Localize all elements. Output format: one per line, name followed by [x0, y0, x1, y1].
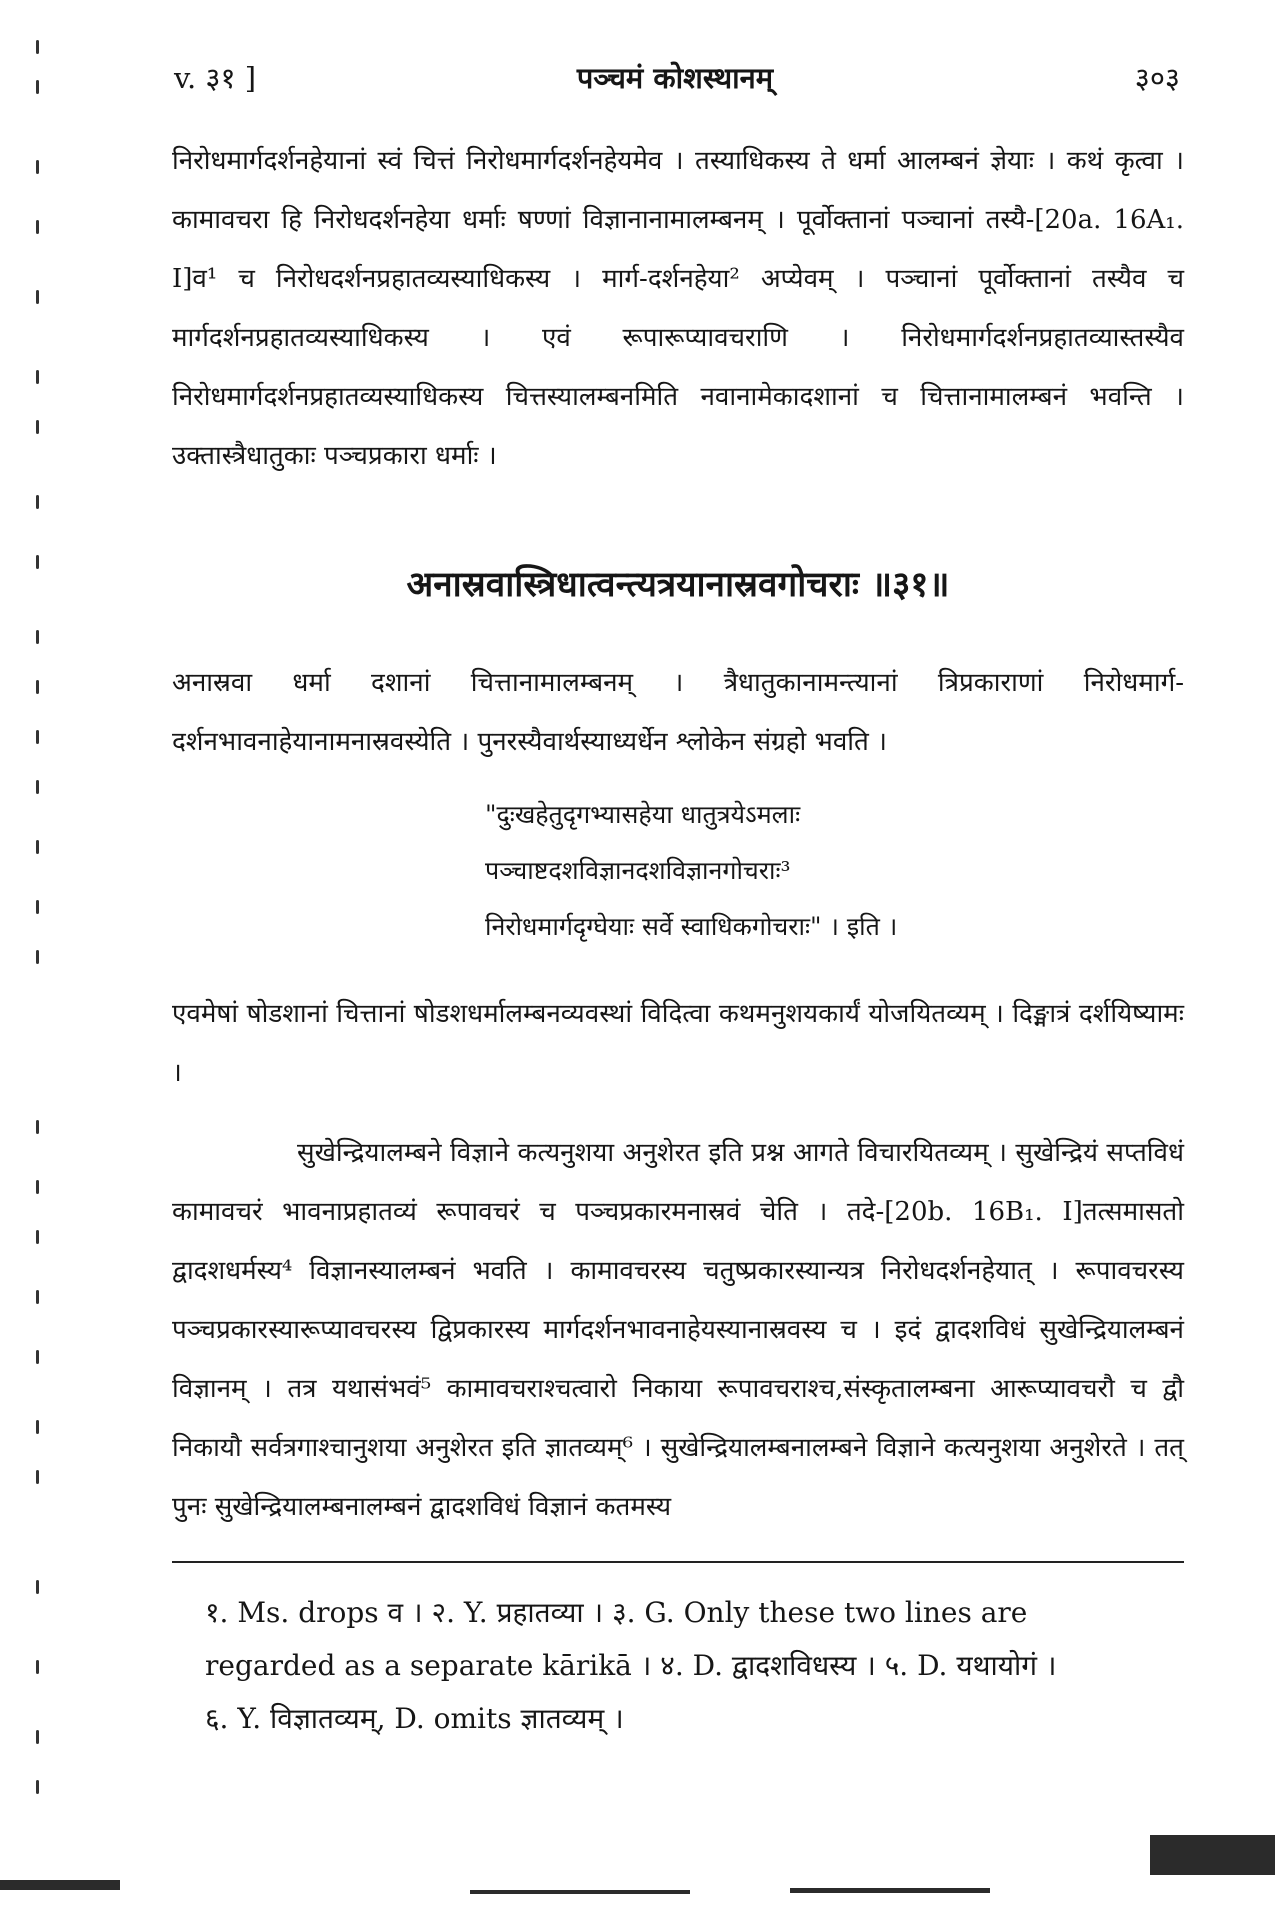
- karika-verse-31: अनास्रवास्त्रिधात्वन्त्यत्रयानास्रवगोचराः ॥३१॥: [406, 564, 950, 605]
- header-verse-reference: v. ३१ ]: [174, 61, 257, 95]
- header-chapter-title: पञ्चमं कोशस्थानम्: [576, 61, 774, 95]
- commentary-paragraph-1: निरोधमार्गदर्शनहेयानां स्वं चित्तं निरोधमार्गदर्शनहेयमेव । तस्याधिकस्य ते धर्मा आलम्बनं ज्ञेयाः । कथं कृत्वा । कामावचरा हि निरोधदर्शनहेया धर्माः षण्णां विज्ञानानामालम्बनम् । पूर्वोक्तानां पञ्चानां तस्यै-[20a. 16A₁. I]व¹ च निरोधदर्शनप्रहातव्यस्याधिकस्य । मार्ग-दर्शनहेया² अप्येवम् । पञ्चानां पूर्वोक्तानां तस्यैव च मार्गदर्शनप्रहातव्यस्याधिकस्य । एवं रूपारूप्यावचराणि । निरोधमार्गदर्शनप्रहातव्यास्तस्यैव निरोधमार्गदर्शनप्रहातव्यस्याधिकस्य चित्तस्यालम्बनमिति नवानामेकादशानां च चित्तानामालम्बनं भवन्ति । उक्तास्त्रैधातुकाः पञ्चप्रकारा धर्माः ।: [172, 146, 1184, 471]
- scan-edge-mark-left: [0, 1880, 120, 1890]
- commentary-paragraph-3: एवमेषां षोडशानां चित्तानां षोडशधर्मालम्बनव्यवस्थां विदित्वा कथमनुशयकार्यं योजयितव्यम् । दिङ्मात्रं दर्शयिष्यामः ।: [172, 999, 1184, 1088]
- quoted-verse: [485, 787, 897, 955]
- footnote-line-2: regarded as a separate kārikā । ४. D. द्वादशविधस्य । ५. D. यथायोगं ।: [205, 1649, 1057, 1682]
- scan-corner-shadow: [1150, 1835, 1275, 1875]
- binding-edge-marks: [36, 40, 44, 1820]
- verse-line-1: "दुःखहेतुदृगभ्यासहेया धातुत्रयेऽमलाः: [485, 800, 801, 829]
- footnote-divider: [172, 1561, 1184, 1563]
- footnote-line-3: ६. Y. विज्ञातव्यम्, D. omits ज्ञातव्यम् ।: [205, 1702, 624, 1735]
- commentary-paragraph-2: अनास्रवा धर्मा दशानां चित्तानामालम्बनम् । त्रैधातुकानामन्त्यानां त्रिप्रकाराणां निरोधमार्ग-दर्शनभावनाहेयानामनास्रवस्येति । पुनरस्यैवार्थस्याध्यर्धेन श्लोकेन संग्रहो भवति ।: [172, 668, 1184, 757]
- scan-edge-mark-middle: [470, 1890, 690, 1894]
- footnote-line-1: १. Ms. drops व । २. Y. प्रहातव्या । ३. G. Only these two lines are: [205, 1596, 1028, 1629]
- page-number: ३०३: [1134, 61, 1180, 95]
- running-header: [170, 58, 1180, 108]
- commentary-paragraph-4: सुखेन्द्रियालम्बने विज्ञाने कत्यनुशया अनुशेरत इति प्रश्न आगते विचारयितव्यम् । सुखेन्द्रियं सप्तविधं कामावचरं भावनाप्रहातव्यं रूपावचरं च पञ्चप्रकारमनास्रवं चेति । तदे-[20b. 16B₁. I]तत्समासतो द्वादशधर्मस्य⁴ विज्ञानस्यालम्बनं भवति । कामावचरस्य चतुष्प्रकारस्यान्यत्र निरोधदर्शनहेयात् । रूपावचरस्य पञ्चप्रकारस्यारूप्यावचरस्य द्विप्रकारस्य मार्गदर्शनभावनाहेयस्यानास्रवस्य च । इदं द्वादशविधं सुखेन्द्रियालम्बनं विज्ञानम् । तत्र यथासंभवं⁵ कामावचराश्चत्वारो निकाया रूपावचराश्च,संस्कृतालम्बना आरूप्यावचरौ च द्वौ निकायौ सर्वत्रगाश्चानुशया अनुशेरत इति ज्ञातव्यम्⁶ । सुखेन्द्रियालम्बनालम्बने विज्ञाने कत्यनुशया अनुशेरते । तत् पुनः सुखेन्द्रियालम्बनालम्बनं द्वादशविधं विज्ञानं कतमस्य: [172, 1138, 1184, 1522]
- footnotes: [205, 1586, 1215, 1745]
- verse-line-3: निरोधमार्गदृग्घेयाः सर्वे स्वाधिकगोचराः" । इति ।: [485, 912, 898, 941]
- verse-line-2: पञ्चाष्टदशविज्ञानदशविज्ञानगोचराः³: [485, 856, 791, 885]
- scan-edge-mark-right: [790, 1888, 990, 1893]
